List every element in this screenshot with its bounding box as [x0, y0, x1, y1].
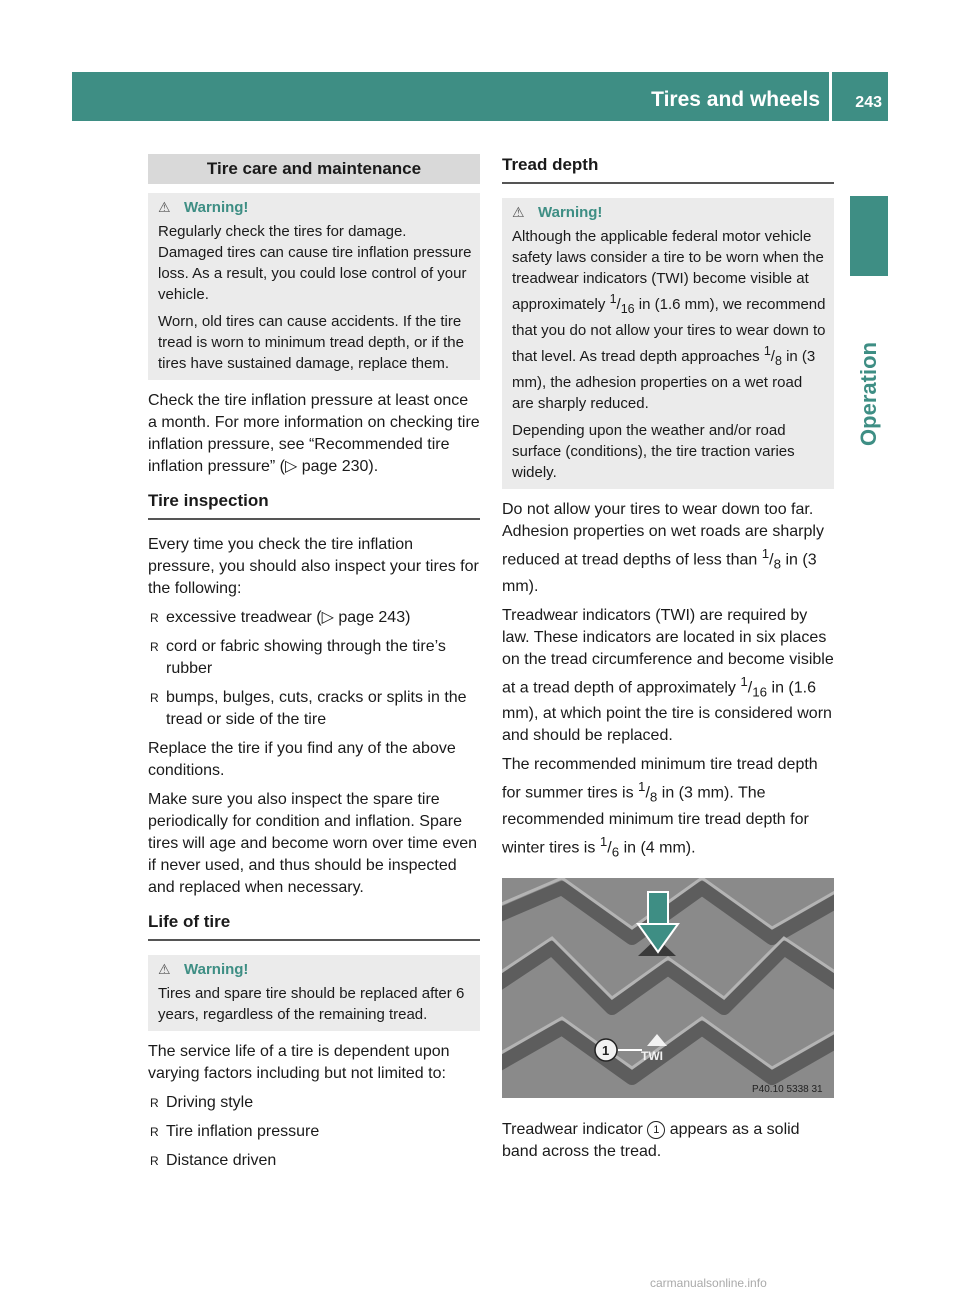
bullet-icon: R	[150, 640, 159, 654]
callout-1-icon: 1	[647, 1121, 665, 1139]
warning-triangle-icon: ⚠	[512, 204, 525, 220]
callout-number: 1	[602, 1043, 610, 1059]
list-item: R Distance driven	[148, 1150, 480, 1172]
warning-text: Worn, old tires can cause accidents. If the tire tread is worn to minimum tread depth, or if the tires have sustained damage, replace them.	[158, 313, 464, 372]
warning-heading: ⚠ Warning!	[158, 199, 249, 216]
warning-box	[148, 193, 480, 380]
warning-box	[148, 955, 480, 1031]
body-paragraph: The service life of a tire is dependent upon varying factors including but not limited to:	[148, 1043, 450, 1082]
section-thumb-tab	[850, 196, 888, 276]
figure-code: P40.10 5338 31	[752, 1084, 823, 1096]
section-side-label: Operation	[856, 342, 881, 446]
list-item: R Driving style	[148, 1092, 480, 1114]
heading-tire-inspection: Tire inspection	[148, 490, 480, 520]
warning-box	[502, 198, 834, 489]
body-paragraph: Make sure you also inspect the spare tire periodically for condition and inflation. Spare tires will age and become worn over time even if never used, and thus should be inspected and replaced when necessary.	[148, 791, 478, 896]
watermark: carmanualsonline.info	[650, 1276, 767, 1290]
warning-triangle-icon: ⚠	[158, 199, 171, 215]
bullet-icon: R	[150, 691, 159, 705]
body-paragraph: The recommended minimum tire tread depth for summer tires is $^1/_8$ in (3 mm). The recommended minimum tire tread depth for winter tires is $^1/_6$ in (4 mm).	[502, 756, 818, 860]
page-number: 243	[855, 94, 882, 111]
body-paragraph: Every time you check the tire inflation pressure, you should also inspect your tires for the following:	[148, 536, 479, 597]
arrow-shaft	[648, 892, 668, 926]
body-paragraph: Treadwear indicators (TWI) are required by law. These indicators are located in six places on the tread circumference and become visible at a tread depth of approximately $^1/_{16}$ in (1.6 mm), at which point the tire is considered worn and should be replaced.	[502, 606, 834, 745]
list-item: R excessive treadwear (▷ page 243)	[148, 607, 480, 629]
figure-caption: Treadwear indicator 1 appears as a solid band across the tread.	[502, 1121, 800, 1161]
list-item: R bumps, bulges, cuts, cracks or splits in the tread or side of the tire	[150, 689, 467, 728]
section-heading-tire-care: Tire care and maintenance	[148, 154, 480, 184]
bullet-icon: R	[150, 611, 159, 625]
heading-tread-depth: Tread depth	[502, 154, 834, 184]
tread-figure	[502, 878, 834, 1098]
twi-label: TWI	[641, 1049, 663, 1064]
body-paragraph: Replace the tire if you find any of the above conditions.	[148, 740, 456, 779]
right-column	[502, 154, 834, 1170]
bullet-icon: R	[150, 1154, 159, 1168]
left-column	[148, 154, 480, 1179]
chapter-title: Tires and wheels	[651, 88, 820, 111]
warning-text: Regularly check the tires for damage. Damaged tires can cause tire inflation pressure loss. As a result, you could lose control of your vehicle.	[158, 223, 472, 303]
list-item: R cord or fabric showing through the tire’s rubber	[150, 638, 446, 677]
bullet-icon: R	[150, 1096, 159, 1110]
warning-triangle-icon: ⚠	[158, 961, 171, 977]
list-item: R Tire inflation pressure	[148, 1121, 480, 1143]
bullet-icon: R	[150, 1125, 159, 1139]
warning-text: Depending upon the weather and/or road surface (conditions), the tire traction varies widely.	[512, 422, 795, 481]
heading-life-of-tire: Life of tire	[148, 911, 480, 941]
warning-text: Tires and spare tire should be replaced after 6 years, regardless of the remaining tread.	[158, 985, 465, 1023]
header-divider	[829, 72, 832, 121]
warning-heading: ⚠ Warning!	[158, 961, 249, 978]
body-paragraph: Do not allow your tires to wear down too far. Adhesion properties on wet roads are sharply reduced at tread depths of less than $^1/_8$ in (3 mm).	[502, 501, 824, 595]
body-paragraph: Check the tire inflation pressure at least once a month. For more information on checking tire inflation pressure, see “Recommended tire inflation pressure” (▷ page 230).	[148, 392, 480, 475]
page-header	[72, 72, 888, 121]
warning-text: Although the applicable federal motor vehicle safety laws consider a tire to be worn when the treadwear indicators (TWI) become visible at approximately $^1/_{16}$ in (1.6 mm), we recommend that you do not allow your tires to wear down to that level. As tread depth approaches $^1/_8$ in (3 mm), the adhesion properties on a wet road are sharply reduced.	[512, 228, 826, 412]
warning-heading: ⚠ Warning!	[512, 204, 603, 221]
